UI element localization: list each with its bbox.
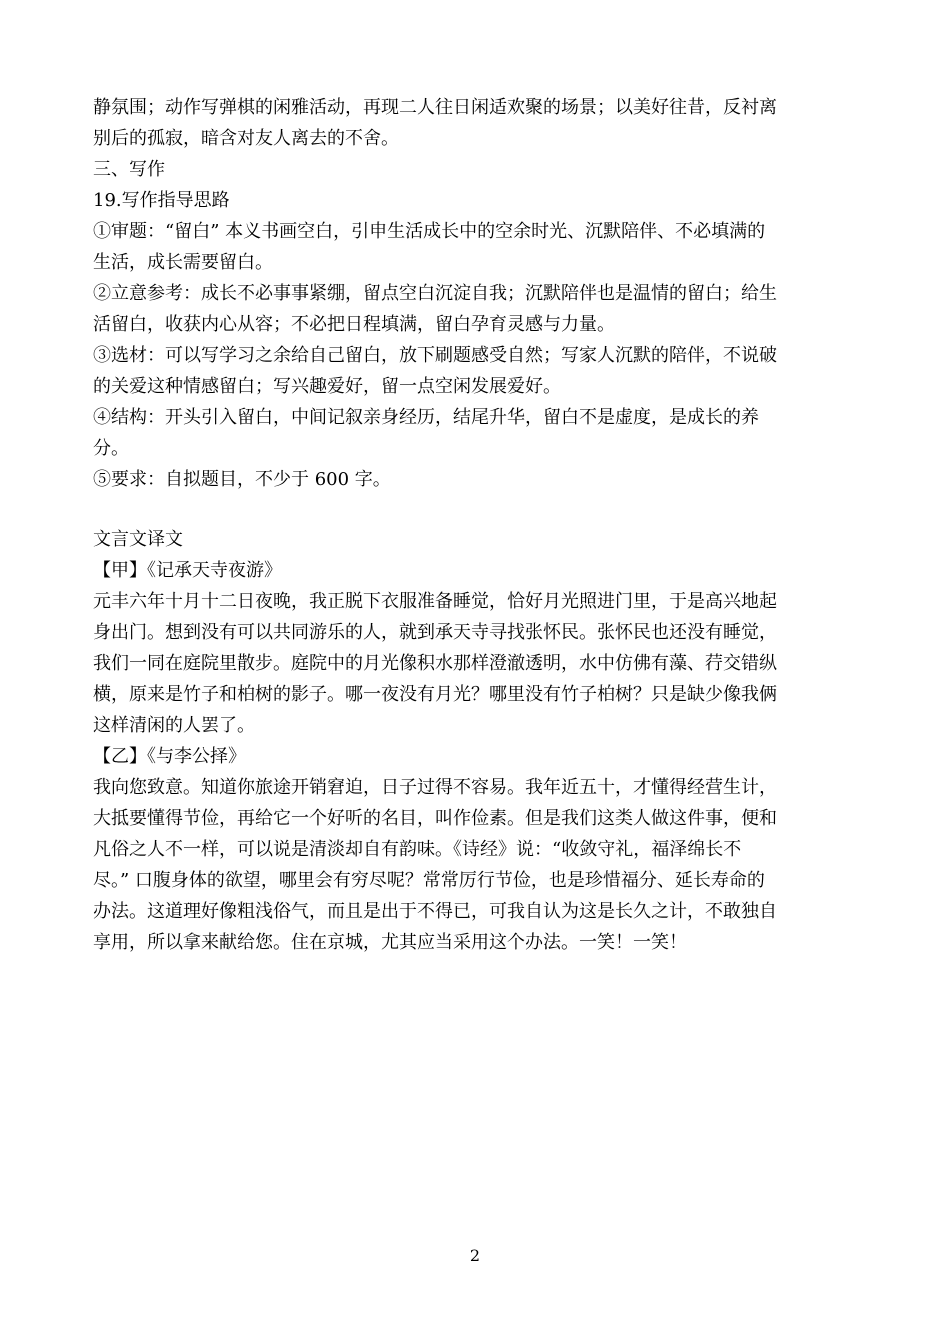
passage-title-yi: 【乙】《与李公择》	[93, 746, 246, 767]
text-line: 我们一同在庭院里散步。庭院中的月光像积水那样澄澈透明，水中仿佛有藻、荇交错纵	[93, 653, 777, 674]
text-line: 凡俗之人不一样，可以说是清淡却自有韵味。《诗经》说：“收敛守礼，福泽绵长不	[93, 839, 742, 860]
text-line: 别后的孤寂，暗含对友人离去的不舍。	[93, 128, 399, 149]
text-line: 我向您致意。知道你旅途开销窘迫，日子过得不容易。我年近五十，才懂得经营生计，	[93, 777, 777, 798]
passage-title-jia: 【甲】《记承天寺夜游》	[93, 560, 282, 581]
text-line: 元丰六年十月十二日夜晚，我正脱下衣服准备睡觉，恰好月光照进门里，于是高兴地起	[93, 591, 777, 612]
section-heading-translation: 文言文译文	[93, 529, 183, 550]
text-line: 静氛围；动作写弹棋的闲雅活动，再现二人往日闲适欢聚的场景；以美好往昔，反衬离	[93, 97, 777, 118]
text-line: 这样清闲的人罢了。	[93, 715, 255, 736]
text-line: 尽。” 口腹身体的欲望，哪里会有穷尽呢？常常厉行节俭，也是珍惜福分、延长寿命的	[93, 870, 765, 891]
text-line: 活留白，收获内心从容；不必把日程填满，留白孕育灵感与力量。	[93, 314, 615, 335]
text-line: ①审题：“留白” 本义书画空白，引申生活成长中的空余时光、沉默陪伴、不必填满的	[93, 221, 766, 242]
text-line: 大抵要懂得节俭，再给它一个好听的名目，叫作俭素。但是我们这类人做这件事，便和	[93, 808, 777, 829]
text-line: 的关爱这种情感留白；写兴趣爱好，留一点空闲发展爱好。	[93, 376, 561, 397]
text-line: 分。	[93, 438, 129, 459]
paragraph-gap	[93, 495, 863, 524]
text-line: ④结构：开头引入留白，中间记叙亲身经历，结尾升华，留白不是虚度，是成长的养	[93, 407, 759, 428]
text-line: 办法。这道理好像粗浅俗气，而且是出于不得已，可我自认为这是长久之计，不敢独自	[93, 901, 777, 922]
text-line: 生活，成长需要留白。	[93, 252, 273, 273]
text-line: ②立意参考：成长不必事事紧绷，留点空白沉淀自我；沉默陪伴也是温情的留白；给生	[93, 283, 777, 304]
document-page	[93, 92, 863, 958]
text-line: 身出门。想到没有可以共同游乐的人，就到承天寺寻找张怀民。张怀民也还没有睡觉，	[93, 622, 777, 643]
text-line: ③选材：可以写学习之余给自己留白，放下刷题感受自然；写家人沉默的陪伴，不说破	[93, 345, 777, 366]
question-title: 19.写作指导思路	[93, 190, 230, 211]
section-heading-writing: 三、写作	[93, 159, 165, 180]
page-number: 2	[469, 1246, 481, 1265]
text-line: ⑤要求：自拟题目，不少于 600 字。	[93, 469, 391, 490]
text-line: 享用，所以拿来献给您。住在京城，尤其应当采用这个办法。一笑！一笑！	[93, 932, 687, 953]
text-line: 横，原来是竹子和柏树的影子。哪一夜没有月光？哪里没有竹子柏树？只是缺少像我俩	[93, 684, 777, 705]
